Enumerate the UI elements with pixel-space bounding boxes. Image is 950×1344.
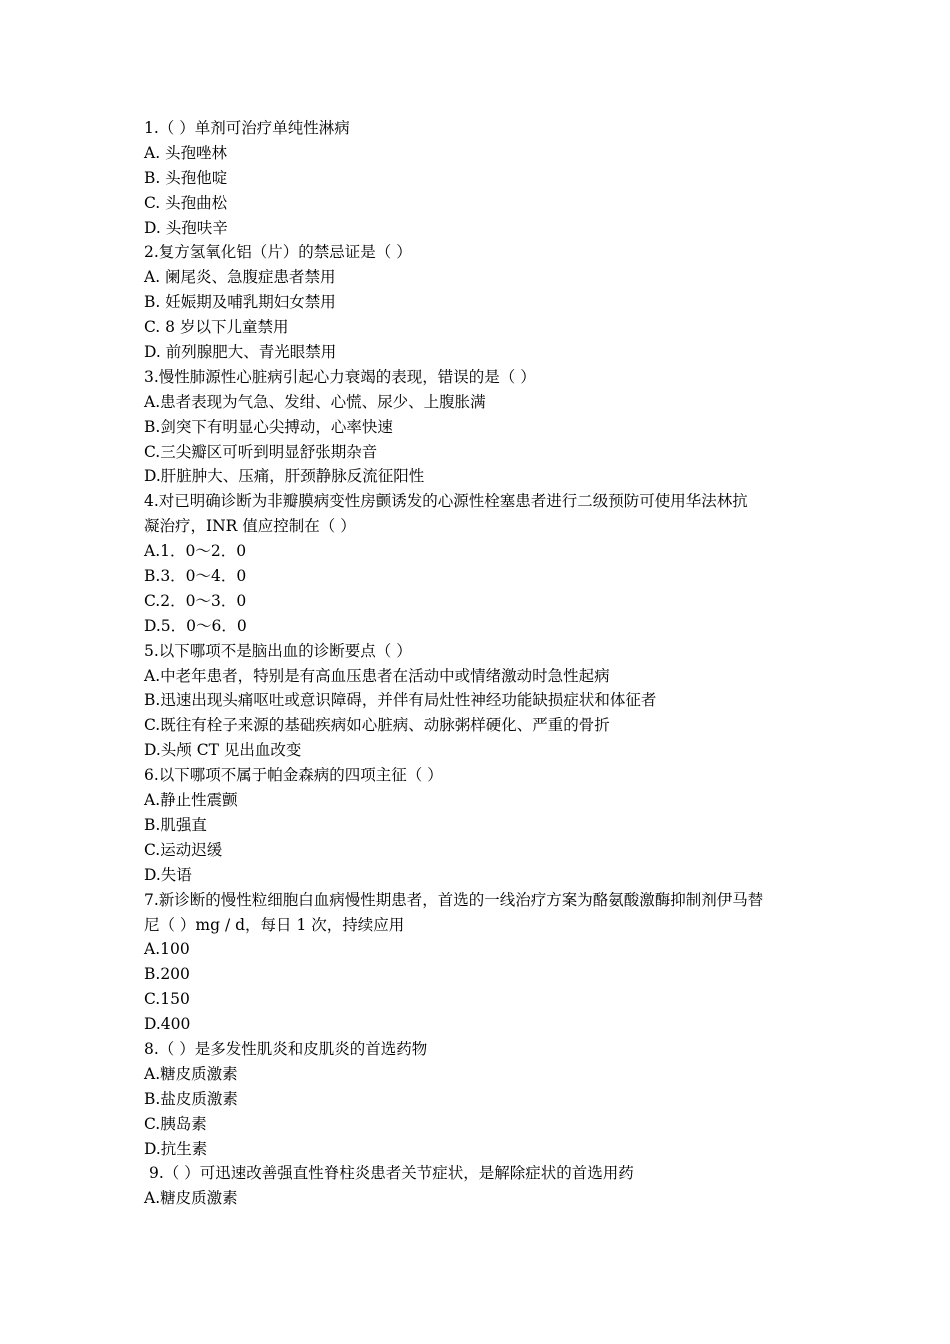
question-stem: 9.（ ）可迅速改善强直性脊柱炎患者关节症状，是解除症状的首选用药 xyxy=(149,1164,634,1183)
question-3 xyxy=(144,365,824,489)
question-stem-line-1: 7.新诊断的慢性粒细胞白血病慢性期患者，首选的一线治疗方案为酪氨酸激酶抑制剂伊马替 xyxy=(144,890,764,909)
question-list xyxy=(144,116,824,1211)
question-stem: 1.（ ）单剂可治疗单纯性淋病 xyxy=(144,119,350,137)
question-2 xyxy=(144,240,824,364)
option-b: B.肌强直 xyxy=(144,815,207,834)
option-c: C.三尖瓣区可听到明显舒张期杂音 xyxy=(144,442,378,461)
option-a: A. 头孢唑林 xyxy=(144,143,228,162)
option-c: C.2．0～3．0 xyxy=(144,591,247,610)
option-a: A.糖皮质激素 xyxy=(144,1189,238,1208)
option-c: C.既往有栓子来源的基础疾病如心脏病、动脉粥样硬化、严重的骨折 xyxy=(144,716,610,735)
question-9 xyxy=(144,1161,824,1211)
option-b: B.盐皮质激素 xyxy=(144,1089,238,1108)
question-4 xyxy=(144,489,824,638)
option-d: D. 头孢呋辛 xyxy=(144,218,228,237)
question-5 xyxy=(144,639,824,763)
question-stem-line-1: 4.对已明确诊断为非瓣膜病变性房颤诱发的心源性栓塞患者进行二级预防可使用华法林抗 xyxy=(144,492,748,511)
question-stem: 8.（ ）是多发性肌炎和皮肌炎的首选药物 xyxy=(144,1039,428,1058)
option-d: D.抗生素 xyxy=(144,1139,208,1158)
option-a: A.糖皮质激素 xyxy=(144,1064,238,1083)
option-c: C.运动迟缓 xyxy=(144,840,223,859)
option-d: D.400 xyxy=(144,1015,191,1034)
option-a: A.静止性震颤 xyxy=(144,791,238,810)
option-a: A.1．0～2．0 xyxy=(144,542,247,561)
option-b: B.剑突下有明显心尖搏动，心率快速 xyxy=(144,417,393,436)
option-d: D. 前列腺肥大、青光眼禁用 xyxy=(144,343,337,362)
question-7 xyxy=(144,888,824,1037)
question-8 xyxy=(144,1037,824,1161)
option-c: C.胰岛素 xyxy=(144,1114,207,1133)
question-stem: 5.以下哪项不是脑出血的诊断要点（ ） xyxy=(144,641,412,660)
option-b: B. 妊娠期及哺乳期妇女禁用 xyxy=(144,293,336,312)
option-d: D.5．0～6．0 xyxy=(144,616,247,635)
question-stem: 2.复方氢氧化铝（片）的禁忌证是（ ） xyxy=(144,243,412,262)
option-b: B.3．0～4．0 xyxy=(144,567,247,586)
option-a: A.患者表现为气急、发绀、心慌、尿少、上腹胀满 xyxy=(144,392,486,411)
option-a: A.100 xyxy=(144,940,190,959)
option-a: A.中老年患者，特别是有高血压患者在活动中或情绪激动时急性起病 xyxy=(144,666,610,685)
option-b: B. 头孢他啶 xyxy=(144,168,228,187)
question-stem-line-2: 凝治疗，INR 值应控制在（ ） xyxy=(144,517,356,536)
question-6 xyxy=(144,763,824,887)
option-b: B.迅速出现头痛呕吐或意识障碍，并伴有局灶性神经功能缺损症状和体征者 xyxy=(144,691,657,710)
question-stem: 3.慢性肺源性心脏病引起心力衰竭的表现，错误的是（ ） xyxy=(144,367,536,386)
option-d: D.肝脏肿大、压痛，肝颈静脉反流征阳性 xyxy=(144,467,425,486)
question-1 xyxy=(144,116,824,240)
option-c: C. 头孢曲松 xyxy=(144,193,228,212)
option-a: A. 阑尾炎、急腹症患者禁用 xyxy=(144,268,336,287)
question-stem: 6.以下哪项不属于帕金森病的四项主征（ ） xyxy=(144,766,443,785)
option-c: C.150 xyxy=(144,990,190,1009)
option-b: B.200 xyxy=(144,965,190,984)
question-stem-line-2: 尼（ ）mg / d，每日 1 次，持续应用 xyxy=(144,915,405,934)
option-d: D.失语 xyxy=(144,865,192,884)
option-d: D.头颅 CT 见出血改变 xyxy=(144,741,302,760)
option-c: C. 8 岁以下儿童禁用 xyxy=(144,318,289,337)
